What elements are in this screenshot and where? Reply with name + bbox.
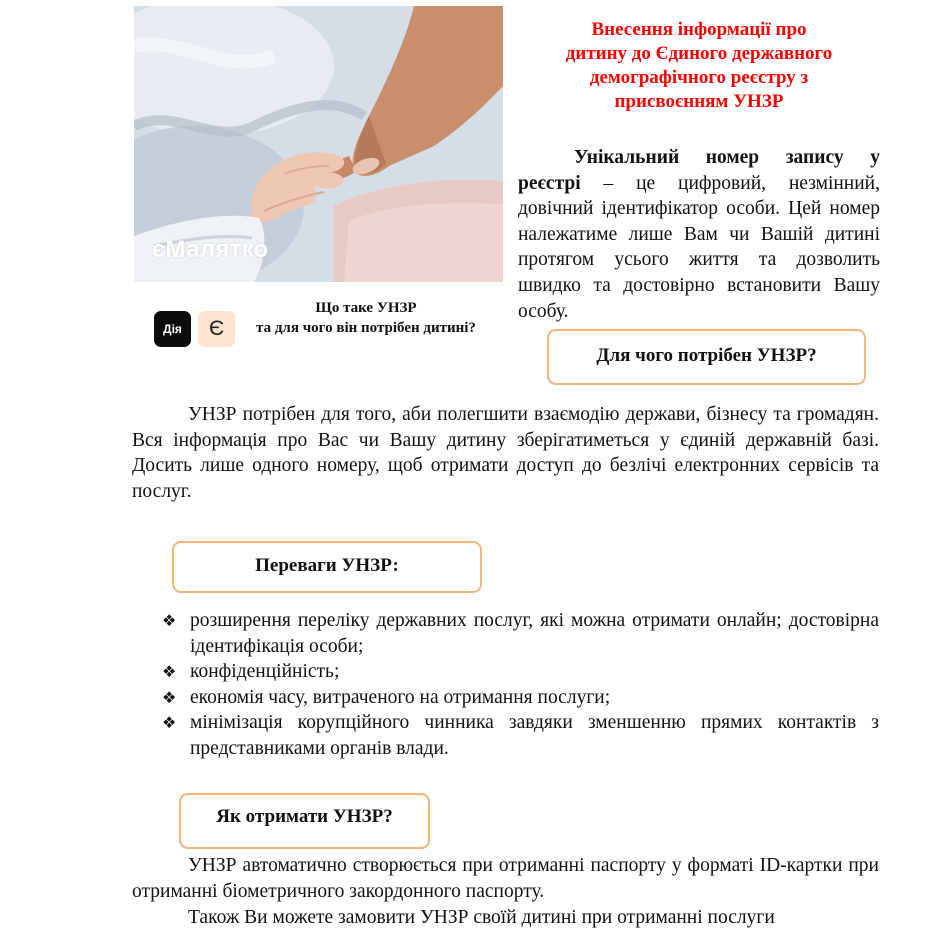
why-needed-paragraph: УНЗР потрібен для того, аби полегшити взаємодію держави, бізнесу та громадян. Вся інформація про Вас чи Вашу дитину зберігатиметься у єдиній державній базі. Досить лише одного номеру, щоб отримати доступ до безлічі електронних сервісів та послуг.	[132, 404, 879, 502]
intro-text: – це цифровий, незмінний, довічний ідентифікатор особи. Цей номер належатиме лише Вам чи Вашій дитині протягом усього життя та дозволить швидко та достовірно встановити Вашу особу.	[518, 172, 880, 322]
document-title	[524, 18, 874, 114]
intro-term: Унікальний номер запису у реєстрі	[518, 147, 880, 194]
list-item-text: мінімізація корупційного чинника завдяки зменшенню прямих контактів з представниками органів влади.	[190, 712, 879, 759]
list-item	[162, 710, 879, 761]
title-line-3: демографічного реєстру з	[589, 67, 809, 88]
advantages-list	[162, 608, 879, 762]
bullet-diamond-icon: ❖	[162, 611, 177, 630]
e-app-icon: Є	[198, 311, 235, 347]
list-item-text: конфіденційність;	[190, 661, 340, 683]
caption-line-2: та для чого він потрібен дитині?	[256, 320, 476, 336]
bullet-diamond-icon: ❖	[162, 713, 177, 733]
intro-paragraph	[518, 145, 880, 324]
list-item-text: економія часу, витраченого на отримання послуги;	[190, 686, 611, 708]
bullet-diamond-icon: ❖	[162, 687, 177, 707]
how-to-get-paragraph-2: Також Ви можете замовити УНЗР своїй дитині при отриманні послуги	[188, 907, 775, 928]
list-item	[162, 608, 879, 659]
title-line-1: Внесення інформації про	[591, 19, 807, 40]
how-to-get-paragraph-1: УНЗР автоматично створюється при отриманні паспорту у форматі ID-картки при отриманні біометричного закордонного паспорту.	[132, 855, 879, 902]
photo-caption	[230, 298, 502, 338]
hero-photo	[134, 6, 503, 282]
title-line-2: дитину до Єдиного державного	[565, 43, 833, 64]
list-item	[162, 659, 879, 685]
list-item	[162, 685, 879, 711]
diia-app-icon: Дія	[154, 311, 191, 347]
bullet-diamond-icon: ❖	[162, 662, 177, 682]
emalyatko-logo: єМалятко	[152, 236, 269, 263]
heading-advantages: Переваги УНЗР:	[172, 541, 482, 593]
heading-why-needed: Для чого потрібен УНЗР?	[547, 329, 866, 385]
list-item-text: розширення переліку державних послуг, які можна отримати онлайн; достовірна ідентифікація особи;	[190, 610, 879, 657]
title-line-4: присвоєнням УНЗР	[614, 91, 784, 112]
caption-line-1: Що таке УНЗР	[315, 300, 417, 316]
heading-how-to-get: Як отримати УНЗР?	[179, 793, 430, 849]
